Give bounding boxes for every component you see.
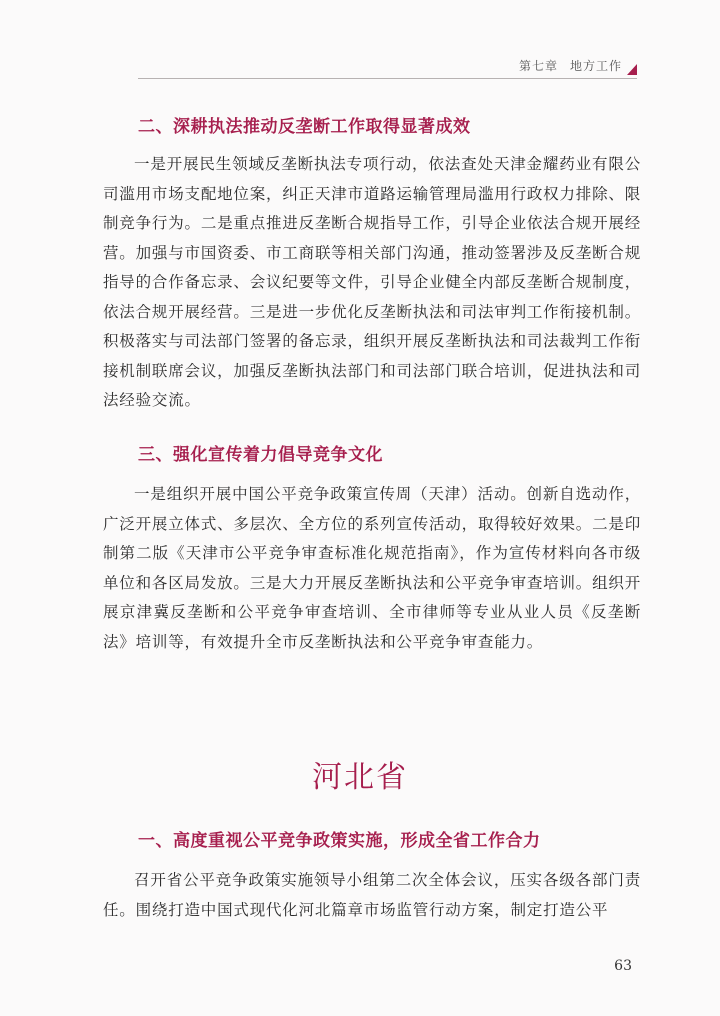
section-heading-2: 二、深耕执法推动反垄断工作取得显著成效 bbox=[138, 117, 471, 137]
section-paragraph-3: 一是组织开展中国公平竞争政策宣传周（天津）活动。创新自选动作，广泛开展立体式、多层次、全方位的系列宣传活动，取得较好效果。二是印制第二版《天津市公平竞争审查标准化规范指南》，作为宣传材料向各市级单位和各区局发放。三是大力开展反垄断执法和公平竞争审查培训。组织开展京津冀反垄断和公平竞争审查培训、全市律师等专业从业人员《反垄断法》培训等，有效提升全市反垄断执法和公平竞争审查能力。 bbox=[103, 485, 641, 651]
chapter-number: 第七章 bbox=[518, 59, 558, 73]
province-title: 河北省 bbox=[312, 760, 408, 795]
chapter-label bbox=[519, 57, 622, 74]
province-paragraph-1: 召开省公平竞争政策实施领导小组第二次全体会议，压实各级各部门责任。围绕打造中国式现代化河北篇章市场监管行动方案，制定打造公平 bbox=[103, 871, 641, 919]
section-paragraph-2: 一是开展民生领域反垄断执法专项行动，依法查处天津金耀药业有限公司滥用市场支配地位案，纠正天津市道路运输管理局滥用行政权力排除、限制竞争行为。二是重点推进反垄断合规指导工作，引导企业依法合规开展经营。加强与市国资委、市工商联等相关部门沟通，推动签署涉及反垄断合规指导的合作备忘录、会议纪要等文件，引导企业健全内部反垄断合规制度，依法合规开展经营。三是进一步优化反垄断执法和司法审判工作衔接机制。积极落实与司法部门签署的备忘录，组织开展反垄断执法和司法裁判工作衔接机制联席会议，加强反垄断执法部门和司法部门联合培训，促进执法和司法经验交流。 bbox=[103, 155, 641, 409]
chapter-title: 地方工作 bbox=[569, 59, 622, 73]
section-heading-3: 三、强化宣传着力倡导竞争文化 bbox=[138, 445, 383, 465]
header-triangle-icon bbox=[627, 64, 637, 75]
province-section-heading-1: 一、高度重视公平竞争政策实施，形成全省工作合力 bbox=[138, 831, 541, 851]
header-divider bbox=[138, 78, 637, 79]
page-number: 63 bbox=[614, 958, 632, 974]
